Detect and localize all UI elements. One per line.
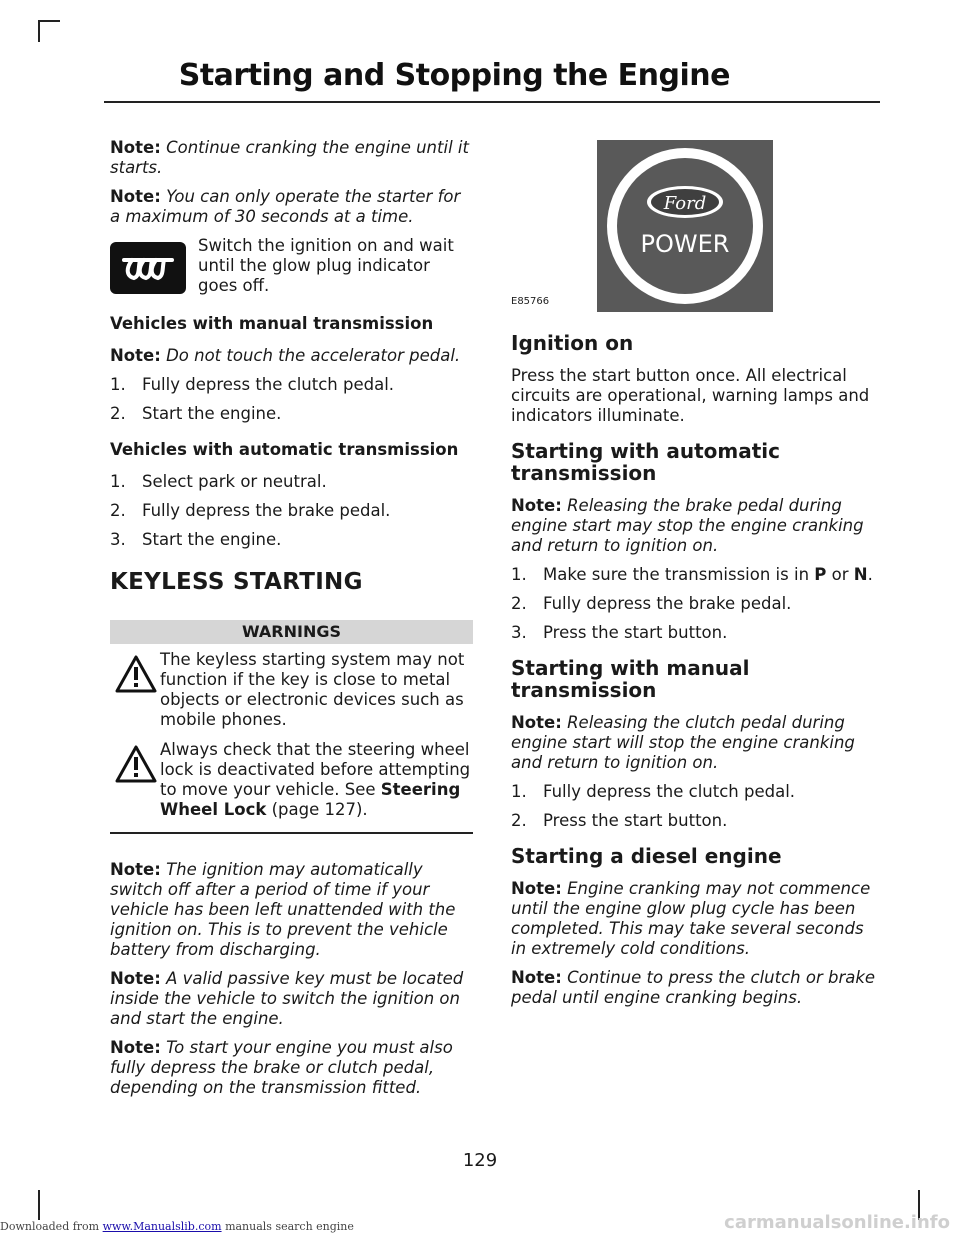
ford-logo-text: Ford [663,193,707,214]
warning-item: Always check that the steering wheel lock is deactivated before attempting to move your vehicle. See Steering Wheel Lock (page 127). [110,740,473,820]
keyless-starting-heading: KEYLESS STARTING [110,569,363,595]
download-footer: Downloaded from www.Manualslib.com manuals search engine [0,1220,354,1233]
auto-start-steps-list [511,565,876,643]
page-title: Starting and Stopping the Engine [178,58,730,93]
manual-start-heading: Starting with manual transmission [511,656,750,702]
header-rule [104,101,880,103]
glow-plug-text: Switch the ignition on and wait until the glow plug indicator goes off. [198,236,454,295]
note-paragraph: Note: Releasing the brake pedal during engine start may stop the engine cranking and return to ignition on. [511,496,864,555]
left-column [110,138,473,1107]
list-item: 3. Start the engine. [110,530,282,549]
glow-plug-icon [110,242,186,294]
note-paragraph: Note: Continue to press the clutch or brake pedal until engine cranking begins. [511,968,876,1007]
warnings-box [110,620,473,834]
warning-triangle-icon [114,744,158,784]
manual-transmission-heading: Vehicles with manual transmission [110,314,434,333]
note-paragraph: Note: A valid passive key must be located inside the vehicle to switch the ignition on and start the engine. [110,969,464,1028]
list-item: 3. Press the start button. [511,623,728,642]
power-button-figure [511,138,876,318]
note-paragraph: Note: Engine cranking may not commence until the engine glow plug cycle has been completed. This may take several seconds in extremely cold conditions. [511,879,871,958]
warning-item: The keyless starting system may not function if the key is close to metal objects or electronic devices such as mobile phones. [110,650,473,730]
warning-triangle-icon [114,654,158,694]
diesel-start-heading: Starting a diesel engine [511,844,782,868]
automatic-start-heading: Starting with automatic transmission [511,439,780,485]
list-item: 2. Fully depress the brake pedal. [110,501,391,520]
manual-steps-list [110,375,473,424]
manual-start-steps-list [511,782,876,831]
page-number: 129 [462,1150,498,1171]
list-item: 2. Press the start button. [511,811,728,830]
steering-wheel-lock-link[interactable]: Steering Wheel Lock [160,780,461,819]
list-item: 1. Select park or neutral. [110,472,327,491]
crop-mark [38,1190,40,1220]
watermark: carmanualsonline.info [724,1212,950,1233]
list-item: 1. Make sure the transmission is in P or N. [511,565,873,584]
list-item: 2. Start the engine. [110,404,282,423]
manualslib-link[interactable]: www.Manualslib.com [102,1220,222,1233]
warnings-heading: WARNINGS [110,620,473,644]
warnings-end-rule [110,832,473,834]
note-paragraph: Note: The ignition may automatically switch off after a period of time if your vehicle has been left unattended with the ignition on. This is to prevent the vehicle battery from discharging. [110,860,456,959]
auto-steps-list [110,472,473,550]
figure-code: E85766 [511,296,550,307]
list-item: 2. Fully depress the brake pedal. [511,594,792,613]
note-paragraph: Note: Releasing the clutch pedal during engine start will stop the engine cranking and return to ignition on. [511,713,855,772]
ignition-on-heading: Ignition on [511,331,634,355]
automatic-transmission-heading: Vehicles with automatic transmission [110,440,459,459]
note-paragraph: Note: Continue cranking the engine until it starts. [110,138,469,177]
note-paragraph: Note: To start your engine you must also fully depress the brake or clutch pedal, depending on the transmission fitted. [110,1038,453,1097]
list-item: 1. Fully depress the clutch pedal. [110,375,395,394]
glow-plug-row [110,236,473,298]
list-item: 1. Fully depress the clutch pedal. [511,782,796,801]
right-column [511,138,876,1017]
note-paragraph: Note: Do not touch the accelerator pedal. [110,346,461,365]
ignition-on-text: Press the start button once. All electrical circuits are operational, warning lamps and indicators illuminate. [511,366,870,425]
crop-mark [38,20,40,42]
crop-mark [38,20,60,22]
power-button-image [597,140,773,312]
power-label: POWER [640,230,730,258]
note-paragraph: Note: You can only operate the starter for a maximum of 30 seconds at a time. [110,187,461,226]
